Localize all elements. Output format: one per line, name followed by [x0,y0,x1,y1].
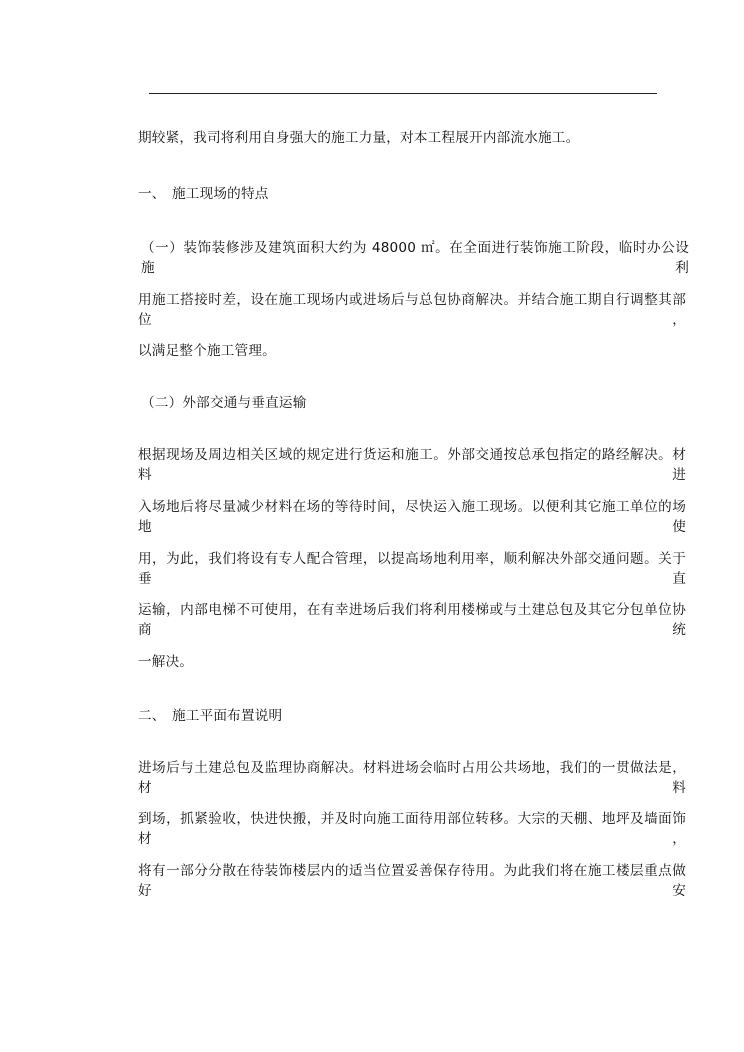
paragraph-line: 入场地后将尽量减少材料在场的等待时间，尽快运入施工现场。以便利其它施工单位的场地使 [138,499,686,535]
heading-number: 一、 [138,186,166,202]
paragraph-line: 将有一部分分散在待装饰楼层内的适当位置妥善保存待用。为此我们将在施工楼层重点做好安 [138,863,686,899]
paragraph-line: 以满足整个施工管理。 [138,343,276,359]
subsection-heading: （二）外部交通与垂直运输 [141,395,307,411]
section-heading-1 [138,184,686,204]
heading-title: 施工平面布置说明 [172,708,283,724]
heading-title: 施工现场的特点 [172,186,269,202]
paragraph-line: 到场，抓紧验收，快进快搬，并及时向施工面待用部位转移。大宗的天棚、地坪及墙面饰材， [138,811,686,847]
section-heading-2 [138,706,686,726]
paragraph-line: 进场后与土建总包及监理协商解决。材料进场会临时占用公共场地，我们的一贯做法是，材料 [138,760,686,796]
header-rule [149,93,657,94]
paragraph-line: 运输，内部电梯不可使用，在有幸进场后我们将利用楼梯或与土建总包及其它分包单位协商统 [138,602,686,638]
paragraph-line: 期较紧，我司将利用自身强大的施工力量，对本工程展开内部流水施工。 [138,130,580,146]
paragraph-line: 一解决。 [138,654,194,670]
paragraph-line: 用施工搭接时差，设在施工现场内或进场后与总包协商解决。并结合施工期自行调整其部位， [138,292,686,328]
paragraph-line: （一）装饰装修涉及建筑面积大约为 48000 ㎡。在全面进行装饰施工阶段，临时办公设施利 [141,240,689,276]
heading-number: 二、 [138,708,166,724]
paragraph-line: 根据现场及周边相关区域的规定进行货运和施工。外部交通按总承包指定的路经解决。材料进 [138,447,686,483]
paragraph-line: 用，为此，我们将设有专人配合管理，以提高场地利用率，顺利解决外部交通问题。关于垂直 [138,551,686,587]
